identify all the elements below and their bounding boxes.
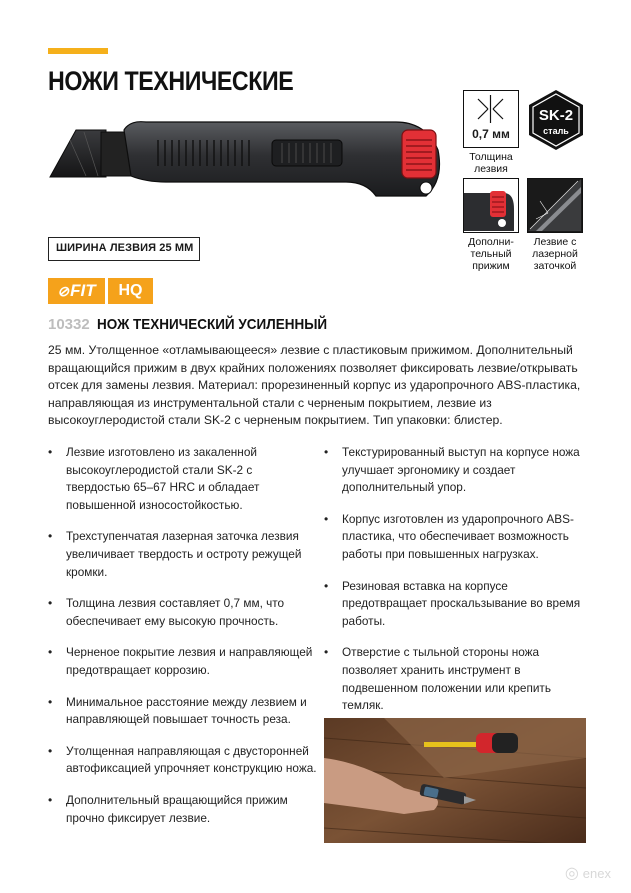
laser-blade-icon [527,178,583,233]
blade-width-label: ШИРИНА ЛЕЗВИЯ 25 ММ [48,237,200,261]
list-item: • Корпус изготовлен из ударопрочного ABS-пластика, что обеспечивает возможность работы при повышенных нагрузках. [324,511,586,564]
brand-logo [48,278,153,304]
watermark-icon: ◎ [564,865,579,882]
list-item: • Черненое покрытие лезвия и направляющей предотвращает коррозию. [48,644,318,679]
page-title: НОЖИ ТЕХНИЧЕСКИЕ [48,66,294,96]
blade-thickness-value: 0,7 мм [472,127,510,141]
list-item: • Отверстие с тыльной стороны ножа позволяет хранить инструмент в подвешенном положении или крепить темляк. [324,644,586,714]
blade-thickness-caption: Толщина лезвия [469,151,513,175]
list-item: • Толщина лезвия составляет 0,7 мм, что обеспечивает ему высокую прочность. [48,595,318,630]
laser-caption: Лезвие с лазерной заточкой [532,236,578,272]
list-item: • Дополнительный вращающийся прижим прочно фиксирует лезвие. [48,792,318,827]
steel-grade: SK-2 [538,107,574,124]
product-name: НОЖ ТЕХНИЧЕСКИЙ УСИЛЕННЫЙ [96,316,327,333]
steel-label: сталь [543,126,569,136]
blade-thickness-icon [463,90,519,148]
list-item: • Трехступенчатая лазерная заточка лезвия увеличивает твердость и остроту режущей кромки. [48,528,318,581]
list-item: • Минимальное расстояние между лезвием и направляющей повышает точность реза. [48,694,318,729]
knife-image [46,110,446,215]
hq-logo: HQ [108,278,153,304]
clamp-icon [463,178,519,233]
features-right-list [324,444,586,729]
clamp-caption: Дополни- тельный прижим [468,236,514,272]
list-item: • Лезвие изготовлено из закаленной высокоуглеродистой стали SK-2 с твердостью 65–67 HRC и обладает повышенной износостойкостью. [48,444,318,514]
features-left-list [48,444,318,841]
usage-photo [324,718,586,843]
steel-sk2-badge-icon [526,88,586,152]
list-item: • Текстурированный выступ на корпусе ножа улучшает эргономику и создает дополнительный упор. [324,444,586,497]
fit-logo: ⊘ FIT [48,278,105,304]
product-description: 25 мм. Утолщенное «отламывающееся» лезвие с пластиковым прижимом. Дополнительный вращающийся прижим в двух крайних положениях позволяет фиксировать лезвие/открывать отсек для замены лезвия. Материал: прорезиненный корпус из ударопрочного ABS-пластика, направляющая из инструментальной стали с черненым покрытием, лезвие из высокоуглеродистой стали SK-2 с черненым покрытием. Тип упаковки: блистер. [48,343,581,428]
list-item: • Утолщенная направляющая с двусторонней автофиксацией упрочняет конструкцию ножа. [48,743,318,778]
title-accent-bar [48,48,108,54]
product-code: 10332 [48,316,90,333]
product-heading [48,316,352,333]
watermark: ◎ enex [564,865,611,882]
list-item: • Резиновая вставка на корпусе предотвращает проскальзывание во время работы. [324,578,586,631]
